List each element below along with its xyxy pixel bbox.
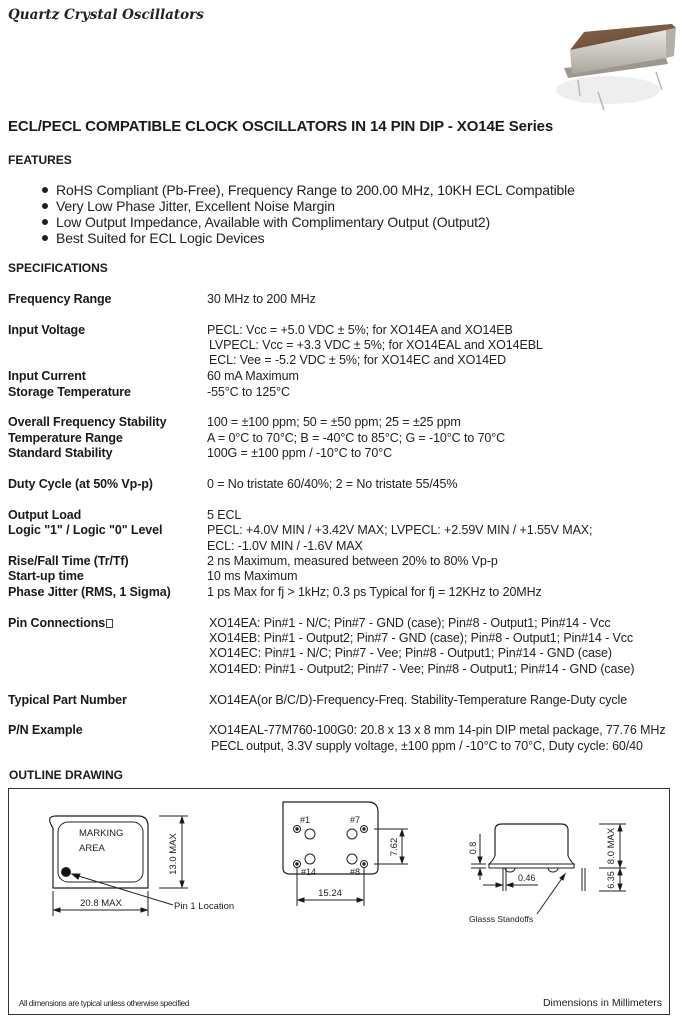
outline-drawing-frame bbox=[8, 788, 670, 1015]
spec-label-storage-temperature: Storage Temperature bbox=[8, 385, 131, 399]
oscillator-product-photo bbox=[548, 20, 678, 115]
spec-label-logic-level: Logic "1" / Logic "0" Level bbox=[8, 523, 163, 537]
spec-value-standard-stability: 100G = ±100 ppm / -10°C to 70°C bbox=[207, 446, 393, 460]
side-view-drawing bbox=[471, 824, 626, 914]
glass-standoffs-label: Glasss Standoffs bbox=[468, 913, 533, 924]
spec-value-frequency-range: 30 MHz to 200 MHz bbox=[207, 292, 316, 306]
spec-value-pin-connections: XO14EC: Pin#1 - N/C; Pin#7 - Vee; Pin#8 - Output1; Pin#14 - GND (case) bbox=[209, 646, 612, 660]
spec-value-overall-stability: 100 = ±100 ppm; 50 = ±50 ppm; 25 = ±25 ppm bbox=[207, 415, 461, 429]
dim-6-35-text: 6.35 bbox=[605, 870, 616, 889]
spec-value-storage-temperature: -55°C to 125°C bbox=[207, 385, 290, 399]
missing-glyph-box-icon bbox=[106, 619, 113, 628]
pin7-label: #7 bbox=[349, 814, 360, 825]
feature-item bbox=[42, 230, 265, 246]
dim-0-8-text: 0.8 bbox=[467, 841, 478, 854]
spec-value-pin-connections: XO14ED: Pin#1 - Output2; Pin#7 - Vee; Pin#8 - Output1; Pin#14 - GND (case) bbox=[209, 662, 635, 676]
spec-label-pin-connections bbox=[8, 616, 113, 630]
feature-item bbox=[42, 214, 490, 230]
dim-8-0-max-text: 8.0 MAX bbox=[605, 827, 617, 864]
pin-connections-label-text: Pin Connections bbox=[8, 616, 106, 630]
marking-area-text: MARKING bbox=[78, 827, 123, 839]
spec-value-input-voltage: LVPECL: Vcc = +3.3 VDC ± 5%; for XO14EAL and XO14EBL bbox=[209, 338, 543, 352]
spec-value-pn-example: XO14EAL-77M760-100G0: 20.8 x 13 x 8 mm 14-pin DIP metal package, 77.76 MHz bbox=[209, 723, 666, 737]
outline-drawing bbox=[8, 788, 670, 1015]
feature-text: Best Suited for ECL Logic Devices bbox=[56, 230, 265, 246]
dim-height-13-text: 13.0 MAX bbox=[167, 832, 179, 875]
feature-text: Very Low Phase Jitter, Excellent Noise Margin bbox=[56, 198, 335, 214]
spec-label-startup-time: Start-up time bbox=[8, 569, 84, 583]
brand-heading: Quartz Crystal Oscillators bbox=[8, 7, 204, 23]
spec-label-overall-stability: Overall Frequency Stability bbox=[8, 415, 167, 429]
dim-0-46-text: 0.46 bbox=[517, 872, 536, 883]
bullet-icon bbox=[42, 235, 48, 241]
spec-label-frequency-range: Frequency Range bbox=[8, 292, 112, 306]
spec-value-pn-example: PECL output, 3.3V supply voltage, ±100 ppm / -10°C to 70°C, Duty cycle: 60/40 bbox=[211, 739, 643, 753]
footnote-typical-dimensions: All dimensions are typical unless otherwise specified bbox=[18, 998, 189, 1008]
spec-value-pin-connections: XO14EA: Pin#1 - N/C; Pin#7 - GND (case); Pin#8 - Output1; Pin#14 - Vcc bbox=[209, 616, 611, 630]
spec-value-input-voltage: PECL: Vcc = +5.0 VDC ± 5%; for XO14EA and XO14EB bbox=[207, 323, 513, 337]
pin1-label: #1 bbox=[299, 814, 310, 825]
pin14-label: #14 bbox=[300, 866, 316, 877]
specifications-heading: SPECIFICATIONS bbox=[8, 261, 108, 275]
dim-15-24-text: 15.24 bbox=[317, 887, 342, 899]
spec-value-pin-connections: XO14EB: Pin#1 - Output2; Pin#7 - GND (case); Pin#8 - Output1; Pin#14 - Vcc bbox=[209, 631, 634, 645]
dim-width-20-8-text: 20.8 MAX bbox=[79, 897, 122, 909]
page-title: ECL/PECL COMPATIBLE CLOCK OSCILLATORS IN 14 PIN DIP - XO14E Series bbox=[8, 118, 554, 135]
spec-label-standard-stability: Standard Stability bbox=[8, 446, 113, 460]
spec-value-output-load: 5 ECL bbox=[207, 508, 242, 522]
footnote-units: Dimensions in Millimeters bbox=[542, 996, 662, 1009]
spec-label-input-voltage: Input Voltage bbox=[8, 323, 85, 337]
spec-label-typical-part-number: Typical Part Number bbox=[8, 693, 127, 707]
spec-label-phase-jitter: Phase Jitter (RMS, 1 Sigma) bbox=[8, 585, 171, 599]
spec-value-input-current: 60 mA Maximum bbox=[207, 369, 299, 383]
pin1-marker bbox=[61, 867, 70, 876]
spec-value-logic-level: ECL: -1.0V MIN / -1.6V MAX bbox=[207, 539, 363, 553]
spec-label-input-current: Input Current bbox=[8, 369, 86, 383]
feature-item bbox=[42, 198, 335, 214]
bullet-icon bbox=[42, 187, 48, 193]
spec-label-output-load: Output Load bbox=[8, 508, 82, 522]
spec-value-typical-part-number: XO14EA(or B/C/D)-Frequency-Freq. Stability-Temperature Range-Duty cycle bbox=[209, 693, 628, 707]
marking-area-text: AREA bbox=[78, 842, 105, 854]
feature-item bbox=[42, 182, 575, 198]
spec-value-rise-fall: 2 ns Maximum, measured between 20% to 80% Vp-p bbox=[207, 554, 498, 568]
spec-value-input-voltage: ECL: Vee = -5.2 VDC ± 5%; for XO14EC and XO14ED bbox=[209, 353, 507, 367]
features-heading: FEATURES bbox=[8, 153, 72, 167]
bullet-icon bbox=[42, 219, 48, 225]
spec-value-phase-jitter: 1 ps Max for fj > 1kHz; 0.3 ps Typical for fj = 12KHz to 20MHz bbox=[207, 585, 542, 599]
feature-text: RoHS Compliant (Pb-Free), Frequency Range to 200.00 MHz, 10KH ECL Compatible bbox=[56, 182, 575, 198]
spec-label-pn-example: P/N Example bbox=[8, 723, 83, 737]
spec-value-duty-cycle: 0 = No tristate 60/40%; 2 = No tristate 55/45% bbox=[207, 477, 458, 491]
spec-value-temperature-range: A = 0°C to 70°C; B = -40°C to 85°C; G = -10°C to 70°C bbox=[207, 431, 506, 445]
spec-label-rise-fall: Rise/Fall Time (Tr/Tf) bbox=[8, 554, 129, 568]
spec-value-logic-level: PECL: +4.0V MIN / +3.42V MAX; LVPECL: +2.59V MIN / +1.55V MAX; bbox=[207, 523, 593, 537]
pin8-label: #8 bbox=[349, 866, 360, 877]
spec-label-duty-cycle: Duty Cycle (at 50% Vp-p) bbox=[8, 477, 153, 491]
pin1-location-label: Pin 1 Location bbox=[173, 900, 234, 912]
spec-label-temperature-range: Temperature Range bbox=[8, 431, 123, 445]
feature-text: Low Output Impedance, Available with Complimentary Output (Output2) bbox=[56, 214, 491, 230]
bullet-icon bbox=[42, 203, 48, 209]
spec-value-startup-time: 10 ms Maximum bbox=[207, 569, 298, 583]
outline-drawing-heading: OUTLINE DRAWING bbox=[9, 768, 123, 782]
dim-7-62-text: 7.62 bbox=[388, 837, 400, 856]
